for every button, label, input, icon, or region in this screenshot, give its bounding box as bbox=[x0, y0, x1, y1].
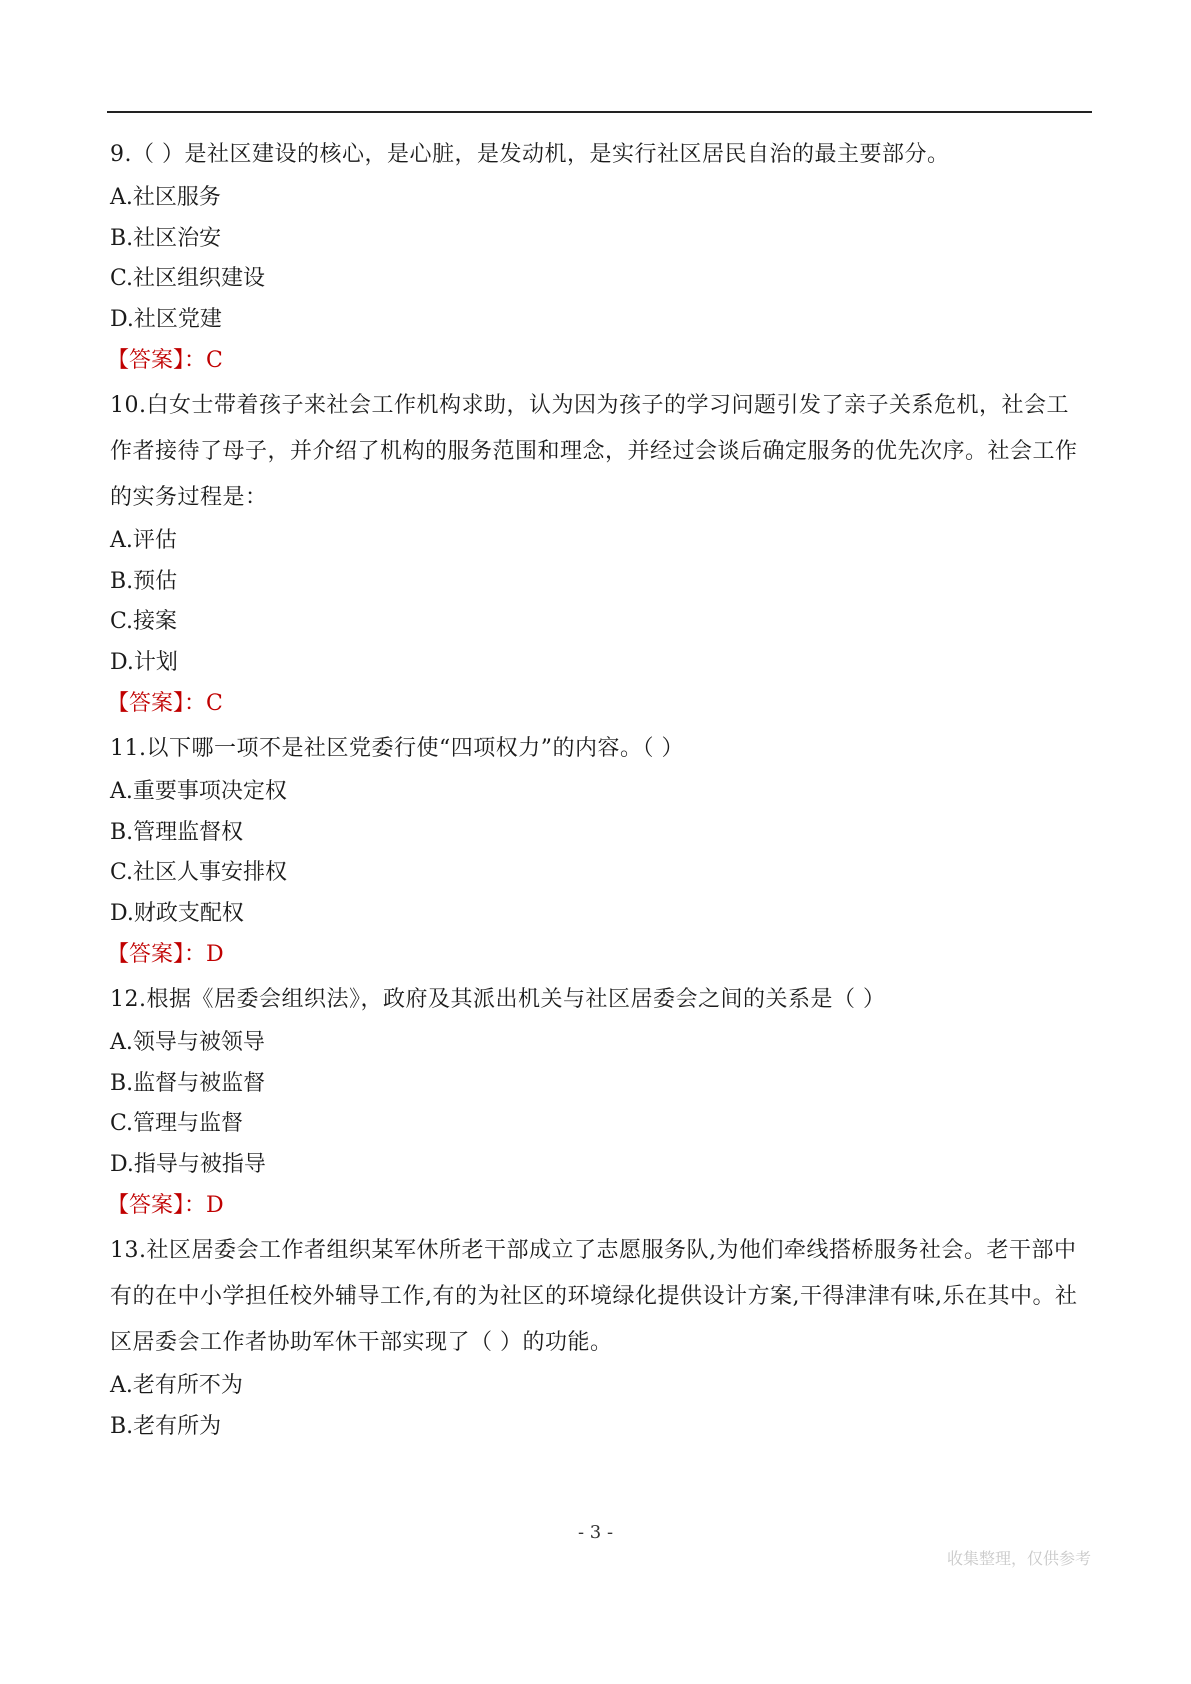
question-13 bbox=[110, 1228, 1090, 1447]
answer-label: 【答案】：D bbox=[107, 942, 224, 967]
answer-label: 【答案】：C bbox=[107, 691, 223, 716]
header-rule bbox=[107, 111, 1092, 113]
option-a: A.评估 bbox=[110, 528, 177, 553]
question-text: 13.社区居委会工作者组织某军休所老干部成立了志愿服务队,为他们牵线搭桥服务社会。老干部中有的在中小学担任校外辅导工作,有的为社区的环境绿化提供设计方案,干得津津有味,乐在其中。社区居委会工作者协助军休干部实现了（ ）的功能。 bbox=[110, 1238, 1078, 1355]
question-9 bbox=[107, 132, 1090, 381]
option-b: B.管理监督权 bbox=[110, 819, 244, 845]
option-a: A.领导与被领导 bbox=[110, 1030, 265, 1055]
option-d: D.财政支配权 bbox=[110, 900, 244, 926]
question-text: 12.根据《居委会组织法》，政府及其派出机关与社区居委会之间的关系是（ ） bbox=[110, 987, 886, 1012]
option-c: C.社区组织建设 bbox=[110, 266, 266, 291]
question-10 bbox=[107, 383, 1090, 724]
question-12 bbox=[107, 977, 1090, 1226]
watermark-text: 收集整理，仅供参考 bbox=[946, 1549, 1091, 1568]
option-d: D.计划 bbox=[110, 649, 178, 675]
option-a: A.老有所不为 bbox=[110, 1373, 243, 1398]
option-c: C.接案 bbox=[110, 609, 178, 634]
option-c: C.社区人事安排权 bbox=[110, 860, 288, 885]
option-a: A.重要事项决定权 bbox=[110, 779, 287, 804]
question-11 bbox=[107, 726, 1090, 975]
option-d: D.指导与被指导 bbox=[110, 1151, 266, 1177]
option-b: B.预估 bbox=[110, 568, 178, 594]
page-number: - 3 - bbox=[577, 1522, 614, 1543]
option-a: A.社区服务 bbox=[110, 185, 221, 210]
option-d: D.社区党建 bbox=[110, 306, 222, 332]
option-b: B.老有所为 bbox=[110, 1413, 222, 1439]
question-list bbox=[107, 132, 1090, 1447]
question-text: 11.以下哪一项不是社区党委行使“四项权力”的内容。（ ） bbox=[110, 736, 684, 761]
option-b: B.社区治安 bbox=[110, 225, 222, 251]
question-text: 9.（ ）是社区建设的核心，是心脏，是发动机，是实行社区居民自治的最主要部分。 bbox=[110, 142, 950, 167]
option-c: C.管理与监督 bbox=[110, 1111, 244, 1136]
answer-label: 【答案】：C bbox=[107, 348, 223, 373]
question-text: 10.白女士带着孩子来社会工作机构求助，认为因为孩子的学习问题引发了亲子关系危机，社会工作者接待了母子，并介绍了机构的服务范围和理念，并经过会谈后确定服务的优先次序。社会工作的实务过程是： bbox=[110, 393, 1078, 510]
option-b: B.监督与被监督 bbox=[110, 1070, 266, 1096]
answer-label: 【答案】：D bbox=[107, 1193, 224, 1218]
